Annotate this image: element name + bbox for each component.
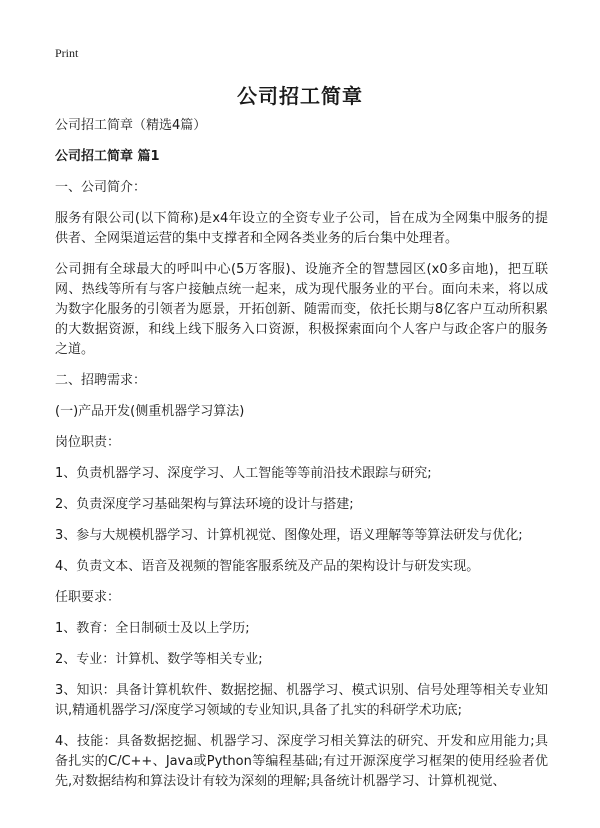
print-link[interactable]: Print <box>55 46 79 60</box>
document-title: 公司招工简章 <box>237 84 363 108</box>
document-body <box>55 116 548 803</box>
requirement-item-3: 3、知识：具备计算机软件、数据挖掘、机器学习、模式识别、信号处理等相关专业知识,精通机器学习/深度学习领域的专业知识,具备了扎实的科研学术功底; <box>55 683 548 718</box>
paragraph-company-overview: 服务有限公司(以下简称)是x4年设立的全资专业子公司，旨在成为全网集中服务的提供者、全网渠道运营的集中支撑者和全网各类业务的后台集中处理者。 <box>55 211 548 246</box>
duty-item-4: 4、负责文本、语音及视频的智能客服系统及产品的架构设计与研发实现。 <box>55 559 480 574</box>
paragraph-company-vision: 公司拥有全球最大的呼叫中心(5万客服)、设施齐全的智慧园区(x0多亩地)，把互联网、热线等所有与客户接触点统一起来，成为现代服务业的平台。面向未来，将以成为数字化服务的引领者为愿景，开拓创新、随需而变，依托长期与8亿客户互动所积累的大数据资源，和线上线下服务入口资源，积极探索面向个人客户与政企客户的服务之道。 <box>55 262 548 357</box>
heading-job-duties: 岗位职责： <box>55 435 121 450</box>
duty-item-1: 1、负责机器学习、深度学习、人工智能等等前沿技术跟踪与研究; <box>55 466 432 481</box>
duty-item-3: 3、参与大规模机器学习、计算机视觉、图像处理，语义理解等等算法研发与优化; <box>55 528 523 543</box>
heading-product-development: (一)产品开发(侧重机器学习算法) <box>55 404 245 419</box>
requirement-item-4: 4、技能：具备数据挖掘、机器学习、深度学习相关算法的研究、开发和应用能力;具备扎实的C/C++、Java或Python等编程基础;有过开源深度学习框架的使用经验者优先,对数据结构和算法设计有较为深刻的理解;具备统计机器学习、计算机视觉、 <box>55 734 548 789</box>
document-subtitle: 公司招工简章（精选4篇） <box>55 118 207 133</box>
heading-company-intro: 一、公司简介： <box>55 180 147 195</box>
requirement-item-1: 1、教育：全日制硕士及以上学历; <box>55 621 250 636</box>
heading-recruitment-needs: 二、招聘需求： <box>55 373 147 388</box>
heading-requirements: 任职要求： <box>55 590 121 605</box>
section-title: 公司招工简章 篇1 <box>55 149 160 164</box>
requirement-item-2: 2、专业：计算机、数学等相关专业; <box>55 652 263 667</box>
duty-item-2: 2、负责深度学习基础架构与算法环境的设计与搭建; <box>55 497 354 512</box>
